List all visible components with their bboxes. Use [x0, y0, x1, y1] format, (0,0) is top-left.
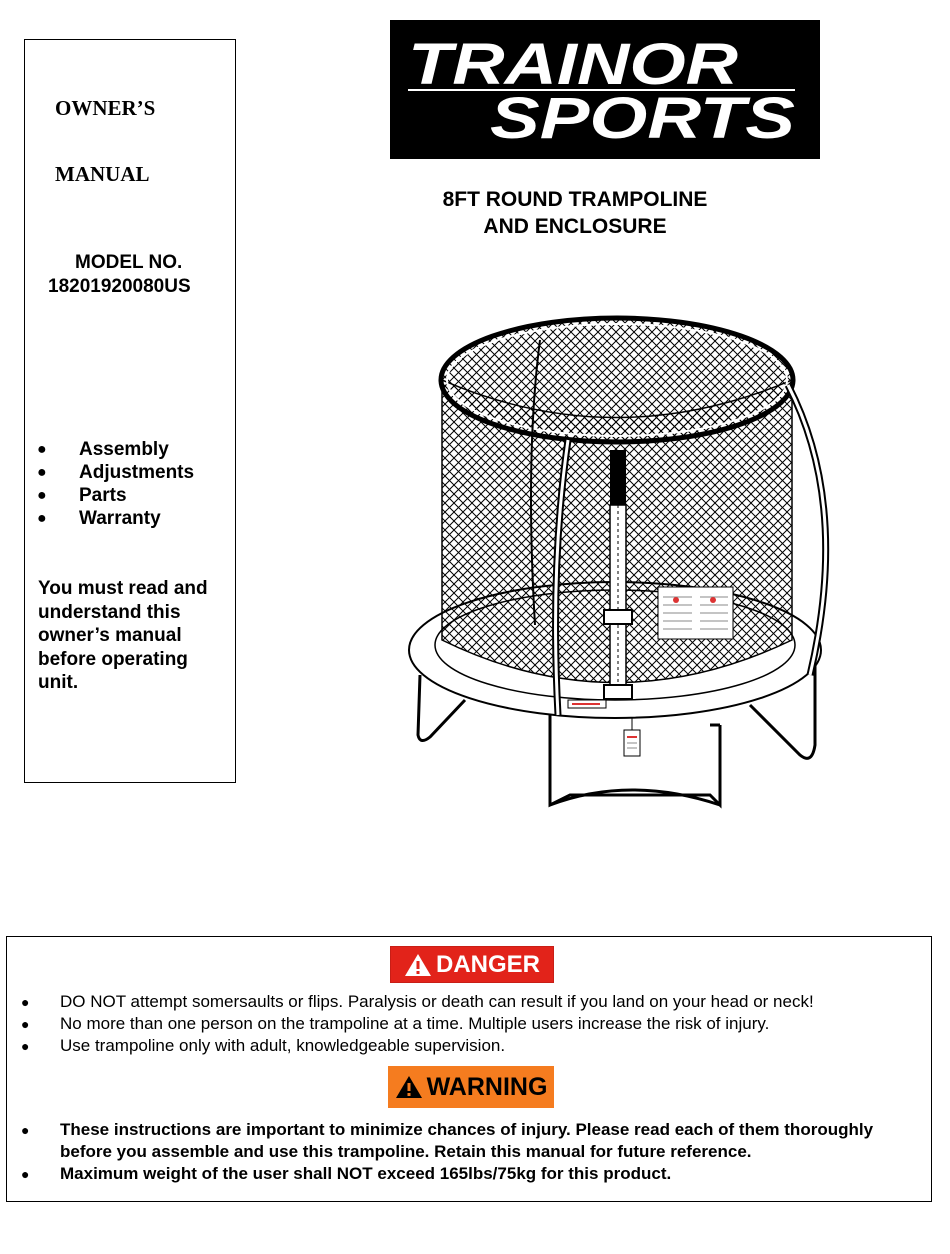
warning-label: WARNING	[426, 1072, 548, 1101]
danger-item-text: Use trampoline only with adult, knowledgeable supervision.	[60, 1036, 506, 1055]
bullet-icon: ●	[21, 994, 30, 1010]
bullet-icon: ●	[21, 1122, 30, 1138]
brand-logo	[390, 20, 820, 159]
topics-list	[37, 438, 194, 530]
owners-heading: OWNER’S	[55, 96, 156, 120]
bullet-icon: ●	[37, 510, 47, 527]
list-item	[37, 461, 194, 484]
must-read-notice: You must read and understand this owner’s manual before operating unit.	[38, 578, 208, 693]
manual-heading: MANUAL	[55, 162, 150, 186]
bullet-icon: ●	[37, 464, 47, 481]
bullet-icon: ●	[21, 1166, 30, 1182]
list-item	[21, 1013, 814, 1035]
model-number: 18201920080US	[48, 276, 191, 297]
trampoline-illustration	[400, 305, 840, 825]
alert-triangle-icon	[404, 953, 432, 977]
topic-label: Adjustments	[79, 462, 195, 483]
logo-line-1: TRAINOR	[408, 32, 739, 97]
danger-badge	[390, 946, 554, 983]
danger-item-text: No more than one person on the trampoline at a time. Multiple users increase the risk of injury.	[60, 1014, 770, 1033]
warning-item-text: These instructions are important to minimize chances of injury. Please read each of them thoroughly before you assemble and use this trampoline. Retain this manual for future reference.	[60, 1120, 874, 1161]
product-title	[400, 186, 750, 240]
product-title-line-1: 8FT ROUND TRAMPOLINE	[442, 188, 708, 211]
product-title-line-2: AND ENCLOSURE	[483, 215, 667, 238]
list-item	[21, 1035, 814, 1057]
topic-label: Parts	[79, 485, 127, 506]
danger-item-text: DO NOT attempt somersaults or flips. Paralysis or death can result if you land on your head or neck!	[60, 992, 814, 1011]
warning-badge	[388, 1066, 554, 1108]
list-item	[21, 1119, 926, 1163]
list-item	[37, 438, 194, 461]
logo-line-2: SPORTS	[490, 86, 796, 151]
list-item	[21, 1163, 926, 1185]
bullet-icon: ●	[21, 1016, 30, 1032]
warning-list	[21, 1119, 926, 1185]
bullet-icon: ●	[21, 1038, 30, 1054]
list-item	[21, 991, 814, 1013]
topic-label: Assembly	[79, 439, 169, 460]
manual-sidebar	[24, 39, 236, 783]
list-item	[37, 507, 194, 530]
bullet-icon: ●	[37, 441, 47, 458]
danger-label: DANGER	[435, 950, 540, 978]
danger-list	[21, 991, 814, 1057]
list-item	[37, 484, 194, 507]
bullet-icon: ●	[37, 487, 47, 504]
safety-notice-box	[6, 936, 932, 1202]
topic-label: Warranty	[79, 508, 161, 529]
warning-item-text: Maximum weight of the user shall NOT exceed 165lbs/75kg for this product.	[60, 1164, 672, 1183]
alert-triangle-icon	[395, 1075, 423, 1099]
model-label: MODEL NO.	[75, 252, 183, 273]
